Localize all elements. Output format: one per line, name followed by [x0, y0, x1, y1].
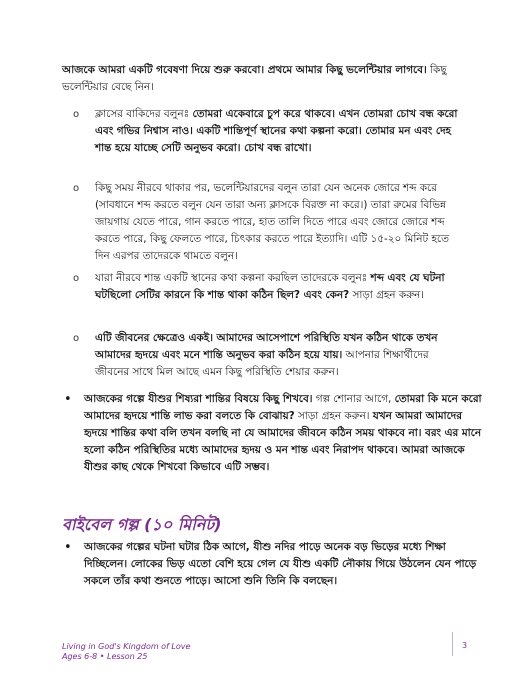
- sub3-normal-text: যারা নীরবে শান্ত একটি স্থানের কথা কল্পনা করছিল তাদেরকে বলুনঃ: [95, 272, 371, 284]
- bullet1-normal-text-2: সাড়া গ্রহন করুন।: [294, 410, 373, 422]
- circle-bullet-icon: o: [73, 273, 80, 284]
- bullet-item-1: [64, 391, 484, 476]
- sub3-bold-text: শব্দ এবং যে ঘটনা ঘটছিলো সেটির কারনে কি শান্ত থাকা কঠিন ছিল? এবং কেন?: [95, 272, 445, 301]
- bullet-dot-icon: •: [64, 540, 72, 555]
- sub1-normal-text: ক্লাসের বাকিদের বলুনঃ: [95, 108, 193, 120]
- footer-curriculum-title: Living in God's Kingdom of Love: [62, 642, 191, 651]
- sub4-normal-text: আপনার শিক্ষার্থীদের জীবনের সাথে মিল আছে এমন কিছু পরিস্থিতি শেয়ার করুন।: [95, 349, 429, 378]
- sub-item-4: [73, 330, 465, 381]
- page-footer: [62, 642, 190, 662]
- circle-bullet-icon: o: [73, 183, 80, 194]
- sub1-bold-text: তোমরা একেবারে চুপ করে থাকবে। এখন তোমরা চোখ বন্ধ করো এবং গভির নিশ্বাস নাও। একটি শান্তিপূর্ণ স্থানের কথা কল্পনা করো। তোমার মন এবং দেহ শান্ত হয়ে যাচ্ছে সেটি অনুভব করো। চোখ বন্ধ রাখো।: [95, 108, 458, 154]
- intro-bold-text: আজকে আমরা একটি গবেষণা দিয়ে শুরু করবো। প্রথমে আমার কিছু ভলেন্টিয়ার লাগবে।: [62, 64, 427, 76]
- bullet-dot-icon: •: [64, 392, 72, 407]
- page-number: 3: [462, 641, 468, 650]
- bullet1-normal-text-1: গল্প শোনার আগে,: [312, 393, 395, 405]
- bullet2-bold-text: আজকের গল্পের ঘটনা ঘটার ঠিক আগে, যীশু নদির পাড়ে অনেক বড় ভিড়ের মধ্যে শিক্ষা দিচ্ছিলেন। লোকের ভিড় এতো বেশি হয়ে গেল যে যীশু একটি নৌকায় গিয়ে উঠলেন যেন পাড়ে সকলে তাঁর কথা শুনতে পাড়ে। আসো শুনি তিনি কি বলছেন।: [84, 541, 477, 587]
- bullet-item-2: [64, 539, 484, 590]
- section-heading: বাইবেল গল্প (১০ মিনিট): [62, 515, 222, 534]
- footer-divider: [452, 632, 453, 656]
- footer-lesson-info: Ages 6-8 • Lesson 25: [62, 652, 148, 661]
- bullet1-bold-text-2: তোমরা কি মনে করো আমাদের হৃদয়ে শান্তি লাভ করা বলতে কি বোঝায়?: [84, 393, 482, 422]
- sub-item-1: [73, 106, 465, 157]
- intro-normal-text: কিছু ভলেন্টিয়ার বেছে নিন।: [62, 64, 447, 93]
- bullet1-bold-text-3: যখন আমরা আমাদের হৃদয়ে শান্তির কথা বলি তখন বলছি না যে আমাদের জীবনে কঠিন সময় থাকবে না। বরং এর মানে হলো কঠিন পরিস্থিতির মধ্যে আমাদের হৃদয় ও মন শান্ত এবং নিরাপদ থাকবে। আমরা আজকে যীশুর কাছ থেকে শিখবো কিভাবে এটি সম্ভব।: [84, 410, 482, 473]
- sub3-normal-text-2: সাড়া গ্রহন করুন।: [349, 289, 424, 301]
- bullet1-bold-text-1: আজকের গল্পে যীশুর শিষ্যরা শান্তির বিষয়ে কিছু শিখবে।: [84, 393, 313, 405]
- circle-bullet-icon: o: [73, 333, 80, 344]
- sub-item-3: [73, 270, 465, 304]
- circle-bullet-icon: o: [73, 109, 80, 120]
- intro-paragraph: [62, 62, 474, 96]
- sub2-normal-text: কিছু সময় নীরবে থাকার পর, ভলেন্টিয়ারদের বলুন তারা যেন অনেক জোরে শব্দ করে (সাবধানে শব্দ করতে বলুন যেন তারা অন্য ক্লাসকে বিরক্ত না করে।) তারা রুমের বিভিন্ন জায়গায় যেতে পারে, গান করতে পারে, হাত তালি দিতে পারে এবং জোরে জোরে শব্দ করতে পারে, কিছু ফেলতে পারে, চিৎকার করতে পারে ইত্যাদি। এটি ১৫-২০ মিনিট হতে দিন এরপর তাদেরকে থামতে বলুন।: [95, 182, 449, 262]
- sub4-bold-text: এটি জীবনের ক্ষেত্রেও একই। আমাদের আসেপাশে পরিস্থিতি যখন কঠিন থাকে তখন আমাদের হৃদয়ে এবং মনে শান্তি অনুভব করা কঠিন হয়ে যায়।: [95, 332, 438, 361]
- sub-item-2: [73, 180, 465, 265]
